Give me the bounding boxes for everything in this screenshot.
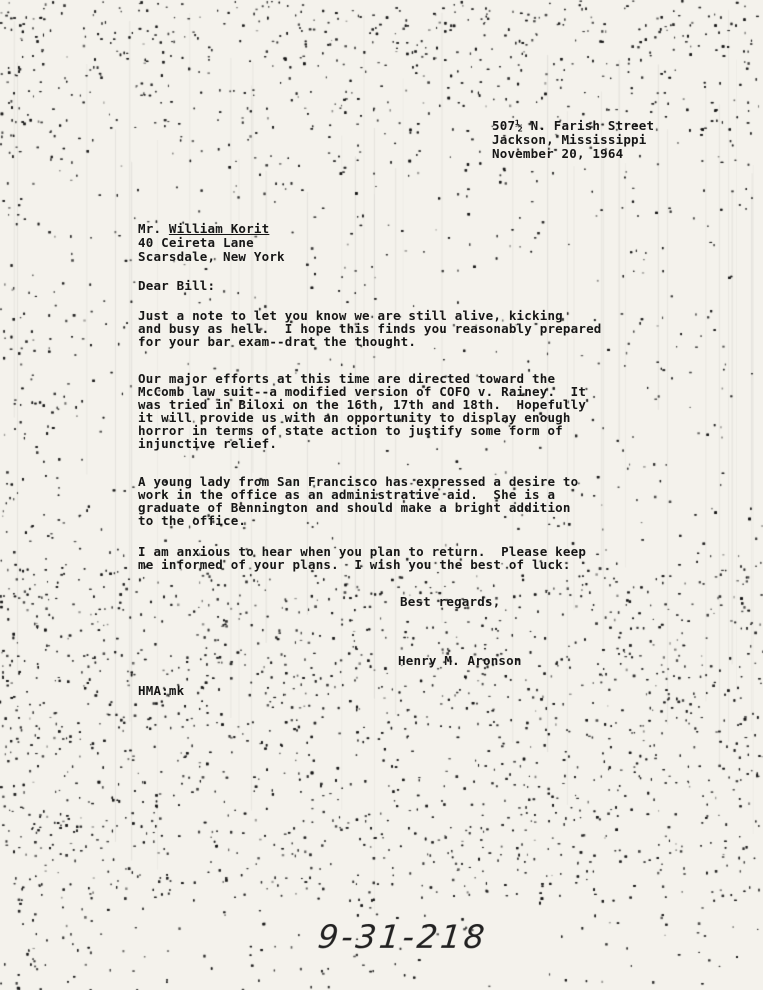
paragraph-2-line-3: was tried in Biloxi on the 16th, 17th and 18th. Hopefully (138, 397, 587, 412)
paragraph-2-line-5: horror in terms of state action to justify some form of (138, 423, 563, 438)
sender-address-line-2: Jackson, Mississippi (492, 132, 647, 147)
recipient-name: William Korit (168, 221, 270, 236)
paragraph-2-line-2: McComb law suit--a modified version of COFO v. Rainey. It (138, 384, 587, 399)
paragraph-3-line-1: A young lady from San Francisco has expressed a desire to (138, 474, 579, 489)
paragraph-3-line-3: graduate of Bennington and should make a bright addition (138, 500, 571, 515)
paragraph-2-line-4: it will provide us with an opportunity to display enough (138, 410, 571, 425)
paragraph-3-line-2: work in the office as an administrative aid. She is a (138, 487, 556, 502)
handwritten-file-number: 9-31-218 (316, 918, 490, 956)
salutation: Dear Bill: (138, 278, 216, 293)
letter-date: November 20, 1964 (492, 146, 624, 161)
paragraph-4-line-1: I am anxious to hear when you plan to return. Please keep (138, 544, 587, 559)
paragraph-1-line-2: and busy as hell. I hope this finds you reasonably prepared (138, 321, 602, 336)
paragraph-1-line-3: for your bar exam--drat the thought. (138, 334, 417, 349)
paragraph-2-line-1: Our major efforts at this time are directed toward the (138, 371, 556, 386)
signature-name: Henry M. Aronson (398, 653, 522, 668)
recipient-name-line (138, 222, 269, 235)
typist-initials: HMA:mk (138, 683, 185, 698)
recipient-prefix: Mr. (138, 221, 169, 236)
recipient-city: Scarsdale, New York (138, 249, 285, 264)
recipient-street: 40 Ceireta Lane (138, 235, 254, 250)
paragraph-1-line-1: Just a note to let you know we are still alive, kicking (138, 308, 563, 323)
closing: Best regards, (400, 594, 501, 609)
paragraph-2-line-6: injunctive relief. (138, 436, 278, 451)
paragraph-4-line-2: me informed of your plans. I wish you the best of luck. (138, 557, 571, 572)
paragraph-3-line-4: to the office. (138, 513, 247, 528)
sender-address-line-1: 507½ N. Farish Street (492, 118, 655, 133)
